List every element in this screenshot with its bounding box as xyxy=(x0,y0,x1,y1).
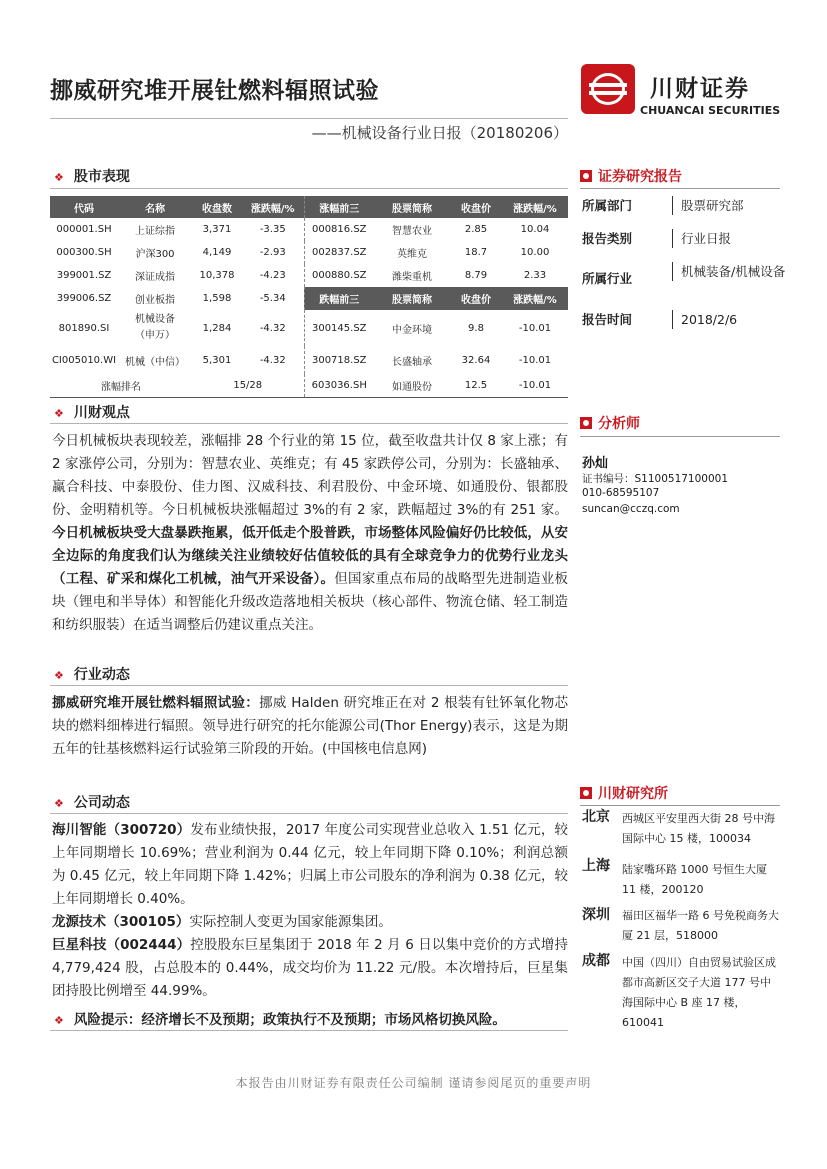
office-city: 成都 xyxy=(582,953,610,969)
info-value-industry: 机械装备/机械设备 xyxy=(672,262,787,281)
table-header-row: 代码 名称 收盘数 涨跌幅/% 涨幅前三 股票简称 收盘价 涨跌幅/% xyxy=(50,196,568,218)
office-address: 西城区平安里西大街 28 号中海国际中心 15 楼，100034 xyxy=(622,812,775,845)
view-heading: ❖ 川财观点 xyxy=(54,405,130,421)
list-item: 海川智能（300720）发布业绩快报，2017 年度公司实现营业总收入 1.51 亿元，较上年同期增长 10.69%；营业利润为 0.44 亿元，较上年同期下降 0.10%；利润总额为 0.45 亿元，较上年同期下降 1.42%；归属上市公司股东的净利润为 0.38 亿元，较上年同期增长 0.40%。 xyxy=(52,822,568,907)
market-table xyxy=(50,196,568,398)
section-divider xyxy=(50,423,568,424)
industry-paragraph: 挪威研究堆开展钍燃料辐照试验：挪威 Halden 研究堆正在对 2 根装有钍钚氧化物芯块的燃料细棒进行辐照。领导进行研究的托尔能源公司(Thor Energy)表示，这是为期五年的钍基核燃料运行试验第三阶段的开始。(中国核电信息网) xyxy=(52,695,568,757)
list-item: 龙源技术（300105）实际控制人变更为国家能源集团。 xyxy=(52,914,392,930)
office-address: 中国（四川）自由贸易试验区成都市高新区交子大道 177 号中海国际中心 B 座 17 楼，610041 xyxy=(622,956,776,1029)
view-paragraph: 今日机械板块表现较差，涨幅排 28 个行业的第 15 位，截至收盘共计仅 8 家上涨；有 2 家涨停公司，分别为：智慧农业、英维克；有 45 家跌停公司，分别为：长盛轴承、赢合科技、中泰股份、佳力图、汉威科技、利君股份、中金环境、如通股份、银都股份、金明精机等。今日机械板块涨幅超过 3%的有 2 家，跌幅超过 3%的有 251 家。今日机械板块受大盘暴跌拖累，低开低走个股普跌，市场整体风险偏好仍比较低，从安全边际的角度我们认为继续关注业绩较好估值较低的具有全球竞争力的优势行业龙头（工程、矿采和煤化工机械，油气开采设备）。但国家重点布局的战略型先进制造业板块（锂电和半导体）和智能化升级改造落地相关板块（核心部件、物流仓储、轻工制造和纺织服装）在适当调整后仍建议重点关注。 xyxy=(52,433,569,633)
diamond-icon: ❖ xyxy=(54,797,64,810)
report-heading: 证券研究报告 xyxy=(580,166,682,186)
company-news-list xyxy=(52,819,568,1003)
analyst-phone: 010-68595107 xyxy=(582,487,660,499)
info-value-date: 2018/2/6 xyxy=(672,310,791,329)
table-row: 399001.SZ 深证成指 10,378 -4.23 000880.SZ 潍柴重机 8.79 2.33 xyxy=(50,264,568,287)
info-label-dept: 所属部门 xyxy=(582,198,633,213)
diamond-icon: ❖ xyxy=(54,669,64,682)
info-label-industry: 所属行业 xyxy=(582,271,633,286)
analyst-heading: 分析师 xyxy=(580,413,640,433)
report-subtitle: ——机械设备行业日报（20180206） xyxy=(311,124,568,142)
report-icon xyxy=(580,170,592,182)
info-label-date: 报告时间 xyxy=(582,312,633,327)
industry-heading: ❖ 行业动态 xyxy=(54,667,130,683)
table-row: CI005010.WI 机械（中信） 5,301 -4.32 300718.SZ 长盛轴承 32.64 -10.01 xyxy=(50,346,568,374)
market-heading: ❖ 股市表现 xyxy=(54,169,130,185)
section-divider xyxy=(50,1030,568,1031)
brand-name-en: CHUANCAI SECURITIES xyxy=(640,104,781,117)
institute-icon xyxy=(580,787,592,799)
office-city: 北京 xyxy=(582,809,610,825)
table-row: 399006.SZ 创业板指 1,598 -5.34 跌幅前三 股票简称 收盘价 涨跌幅/% xyxy=(50,287,568,310)
company-heading: ❖ 公司动态 xyxy=(54,795,130,811)
list-item: 巨星科技（002444）控股股东巨星集团于 2018 年 2 月 6 日以集中竞价的方式增持 4,779,424 股，占总股本的 0.44%，成交均价为 11.22 元/股。本次增持后，巨星集团持股比例增至 44.99%。 xyxy=(52,937,568,999)
section-divider xyxy=(50,685,568,686)
table-row: 000001.SH 上证综指 3,371 -3.35 000816.SZ 智慧农业 2.85 10.04 xyxy=(50,218,568,241)
footer-disclaimer: 本报告由川财证券有限责任公司编制 谨请参阅尾页的重要声明 xyxy=(235,1076,592,1090)
sidebar-divider xyxy=(580,805,780,806)
sidebar-divider xyxy=(580,188,780,189)
analyst-cert: 证书编号：S1100517100001 xyxy=(582,473,729,485)
table-row: 000300.SH 沪深300 4,149 -2.93 002837.SZ 英维克 18.7 10.00 xyxy=(50,241,568,264)
office-address: 福田区福华一路 6 号免税商务大厦 21 层，518000 xyxy=(622,909,779,942)
diamond-icon: ❖ xyxy=(54,1014,64,1027)
info-value-type: 行业日报 xyxy=(672,229,791,248)
title-divider xyxy=(50,118,568,119)
brand-name: 川财证券 xyxy=(650,76,750,102)
section-divider xyxy=(50,813,568,814)
office-address: 陆家嘴环路 1000 号恒生大厦 11 楼，200120 xyxy=(622,863,767,896)
analyst-email[interactable]: suncan@cczq.com xyxy=(582,503,680,515)
info-value-dept: 股票研究部 xyxy=(672,196,791,215)
info-label-type: 报告类别 xyxy=(582,231,633,246)
section-divider xyxy=(50,188,568,189)
risk-note: ❖ 风险提示：经济增长不及预期；政策执行不及预期；市场风格切换风险。 xyxy=(54,1012,506,1028)
logo-icon xyxy=(581,64,635,114)
sidebar-divider xyxy=(580,436,780,437)
table-row: 801890.SI 机械设备（申万） 1,284 -4.32 300145.SZ 中金环境 9.8 -10.01 xyxy=(50,310,568,346)
office-city: 深圳 xyxy=(582,907,610,923)
institute-heading: 川财研究所 xyxy=(580,783,668,803)
office-city: 上海 xyxy=(582,858,610,874)
page-title: 挪威研究堆开展钍燃料辐照试验 xyxy=(50,78,379,104)
table-row: 涨幅排名 15/28 603036.SH 如通股份 12.5 -10.01 xyxy=(50,374,568,398)
analyst-icon xyxy=(580,417,592,429)
diamond-icon: ❖ xyxy=(54,171,64,184)
analyst-name: 孙灿 xyxy=(582,456,609,471)
diamond-icon: ❖ xyxy=(54,407,64,420)
